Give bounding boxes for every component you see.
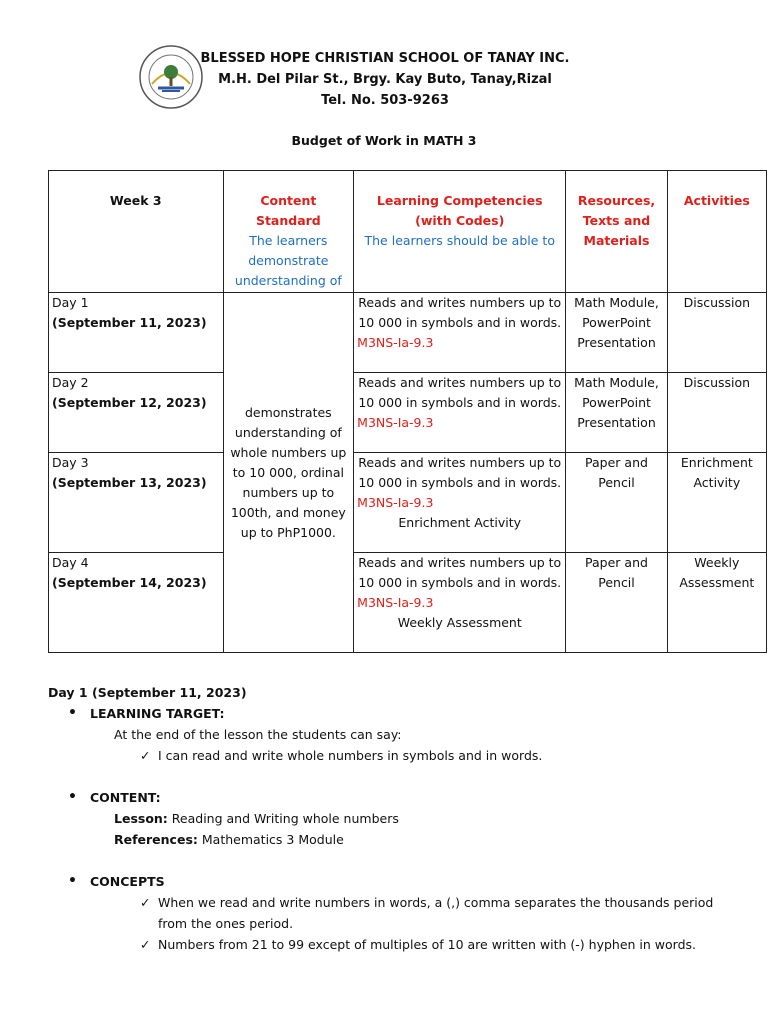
competency-code: M3NS-Ia-9.3 [357,415,434,430]
references-value: Mathematics 3 Module [201,832,344,847]
table-header-row [49,171,767,293]
references-line [48,829,748,850]
lesson-plan-section [48,682,748,955]
school-info [200,48,570,111]
competency-cell [354,453,566,553]
references-label: References: [114,832,198,847]
day-date: (September 14, 2023) [52,575,207,590]
header-activities: Activities [667,171,766,293]
check-mark-icon: ✓ [140,895,151,910]
concept-item [48,934,748,955]
competency-code: M3NS-Ia-9.3 [357,495,434,510]
check-mark-icon: ✓ [140,937,151,952]
day-cell [49,293,224,373]
day-date: (September 12, 2023) [52,395,207,410]
lesson-label: Lesson: [114,811,168,826]
school-name: BLESSED HOPE CHRISTIAN SCHOOL OF TANAY INC. [200,51,570,66]
day-date: (September 13, 2023) [52,475,207,490]
content-standard-subtitle: The learners demonstrate understanding of [234,233,342,288]
table-row [49,373,767,453]
activity-cell: Enrichment Activity [667,453,766,553]
school-address: M.H. Del Pilar St., Brgy. Kay Buto, Tanay,Rizal [218,72,552,87]
competencies-subtitle: The learners should be able to [364,233,555,248]
resources-cell: Math Module, PowerPoint Presentation [566,373,667,453]
concept-text: When we read and write numbers in words, a (,) comma separates the thousands period [158,895,714,910]
competency-text: Reads and writes numbers up to 10 000 in symbols and in words. [358,295,562,330]
competency-code: M3NS-Ia-9.3 [357,335,434,350]
day-label: Day 1 [52,295,89,310]
day-label: Day 2 [52,375,89,390]
learning-target-heading: • LEARNING TARGET: [48,703,748,724]
school-telephone: Tel. No. 503-9263 [321,93,449,108]
day-label: Day 3 [52,455,89,470]
table-row [49,293,767,373]
content-standard-cell: demonstrates understanding of whole numbers up to 10 000, ordinal numbers up to 100th, and money up to PhP1000. [223,293,354,653]
budget-of-work-table [48,170,767,653]
header-competencies [354,171,566,293]
competency-text: Reads and writes numbers up to 10 000 in symbols and in words. [358,455,562,490]
resources-cell: Math Module, PowerPoint Presentation [566,293,667,373]
competency-cell [354,553,566,653]
day-heading: Day 1 (September 11, 2023) [48,685,247,700]
competency-text: Reads and writes numbers up to 10 000 in symbols and in words. [358,375,562,410]
activity-cell: Discussion [667,373,766,453]
activity-cell: Weekly Assessment [667,553,766,653]
week-label: Week 3 [109,193,162,208]
competencies-title: Learning Competencies (with Codes) [376,193,543,228]
day-date: (September 11, 2023) [52,315,207,330]
resources-cell: Paper and Pencil [566,453,667,553]
learning-target-intro: At the end of the lesson the students can say: [114,727,402,742]
header-content-standard [223,171,354,293]
competency-text: Reads and writes numbers up to 10 000 in symbols and in words. [358,555,562,590]
document-title: Budget of Work in MATH 3 [291,133,477,148]
concept-item [48,892,748,934]
content-heading: • CONTENT: [48,787,748,808]
competency-cell [354,373,566,453]
learning-target-item [48,745,748,766]
header-week [49,171,224,293]
table-row [49,453,767,553]
concept-text: Numbers from 21 to 99 except of multiples of 10 are written with (-) hyphen in words. [158,937,697,952]
header-resources: Resources, Texts and Materials [566,171,667,293]
day-label: Day 4 [52,555,89,570]
content-standard-title: Content Standard [255,193,321,228]
check-mark-icon: ✓ [140,748,151,763]
learning-target-text: I can read and write whole numbers in symbols and in words. [158,748,543,763]
resources-cell: Paper and Pencil [566,553,667,653]
school-seal-logo [138,44,204,110]
concepts-heading: • CONCEPTS [48,871,748,892]
letterhead [0,40,768,110]
lesson-value: Reading and Writing whole numbers [171,811,399,826]
lesson-line [48,808,748,829]
competency-code: M3NS-Ia-9.3 [357,595,434,610]
concept-text-continued: from the ones period. [158,916,294,931]
day-cell [49,453,224,553]
day-cell [49,373,224,453]
competency-note: Weekly Assessment [397,615,522,630]
competency-note: Enrichment Activity [398,515,522,530]
day-cell [49,553,224,653]
table-row [49,553,767,653]
activity-cell: Discussion [667,293,766,373]
competency-cell [354,293,566,373]
